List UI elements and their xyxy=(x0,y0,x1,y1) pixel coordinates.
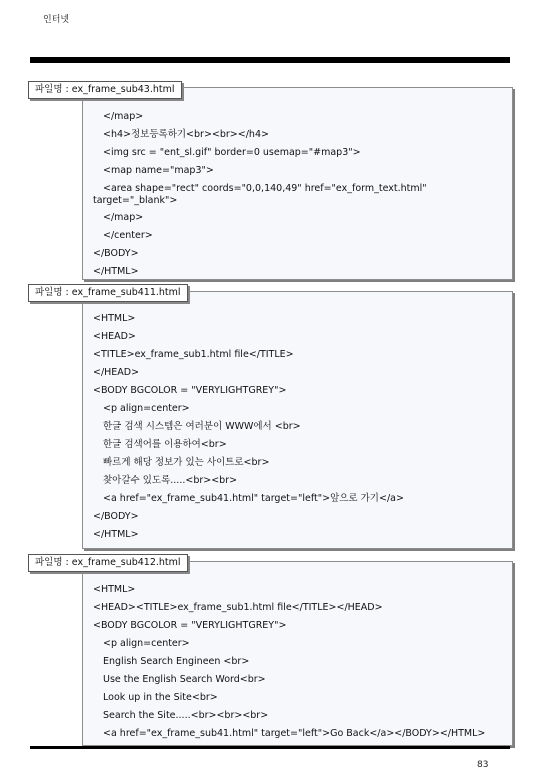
code-line: <a href="ex_frame_sub41.html" target="left">앞으로 가기</a> xyxy=(103,493,404,504)
code-line: <p align=center> xyxy=(103,638,190,649)
code-line: 한글 검색 시스템은 여러분이 WWW에서 <br> xyxy=(103,421,301,432)
code-line: </map> xyxy=(103,111,144,122)
running-header: 인터넷 xyxy=(43,15,70,25)
file-name-label-sub412: 파일명 : ex_frame_sub412.html xyxy=(28,554,188,572)
code-line: <p align=center> xyxy=(103,403,190,414)
code-line: <HEAD> xyxy=(93,331,136,342)
code-line: Search the Site.....<br><br><br> xyxy=(103,710,269,721)
code-line: <area shape="rect" coords="0,0,140,49" href="ex_form_text.html" xyxy=(103,183,427,194)
file-name-label-sub411: 파일명 : ex_frame_sub411.html xyxy=(28,284,188,302)
code-line: <HTML> xyxy=(93,313,136,324)
code-line: <HEAD><TITLE>ex_frame_sub1.html file</TITLE></HEAD> xyxy=(93,602,383,613)
code-line: 찾아갈수 있도록.....<br><br> xyxy=(103,475,238,486)
code-line: <TITLE>ex_frame_sub1.html file</TITLE> xyxy=(93,349,294,360)
code-line: </map> xyxy=(103,212,144,223)
code-line: Look up in the Site<br> xyxy=(103,692,218,703)
code-line: <a href="ex_frame_sub41.html" target="left">Go Back</a></BODY></HTML> xyxy=(103,728,486,739)
code-line: 한글 검색어를 이용하여<br> xyxy=(103,439,227,450)
file-name-label-sub43: 파일명 : ex_frame_sub43.html xyxy=(28,81,182,99)
code-line: <img src = "ent_sl.gif" border=0 usemap="#map3"> xyxy=(103,147,361,158)
code-box-sub411 xyxy=(82,291,513,549)
code-line: </HTML> xyxy=(93,266,139,277)
code-box-sub43 xyxy=(82,87,513,280)
code-line: <map name="map3"> xyxy=(103,165,214,176)
code-line: target="_blank"> xyxy=(93,195,178,206)
code-line: <HTML> xyxy=(93,584,136,595)
code-line: <BODY BGCOLOR = "VERYLIGHTGREY"> xyxy=(93,385,287,396)
page-number: 83 xyxy=(477,760,489,770)
top-rule xyxy=(30,57,510,63)
bottom-rule xyxy=(30,746,510,749)
code-line: 빠르게 해당 정보가 있는 사이트로<br> xyxy=(103,457,270,468)
code-line: <h4>정보등록하기<br><br></h4> xyxy=(103,129,269,140)
code-line: </HEAD> xyxy=(93,367,140,378)
code-line: </center> xyxy=(103,230,153,241)
code-line: Use the English Search Word<br> xyxy=(103,674,266,685)
code-line: </HTML> xyxy=(93,529,139,540)
code-line: </BODY> xyxy=(93,248,139,259)
code-box-sub412 xyxy=(82,561,513,746)
code-line: </BODY> xyxy=(93,511,139,522)
code-line: English Search Engineen <br> xyxy=(103,656,250,667)
code-line: <BODY BGCOLOR = "VERYLIGHTGREY"> xyxy=(93,620,287,631)
